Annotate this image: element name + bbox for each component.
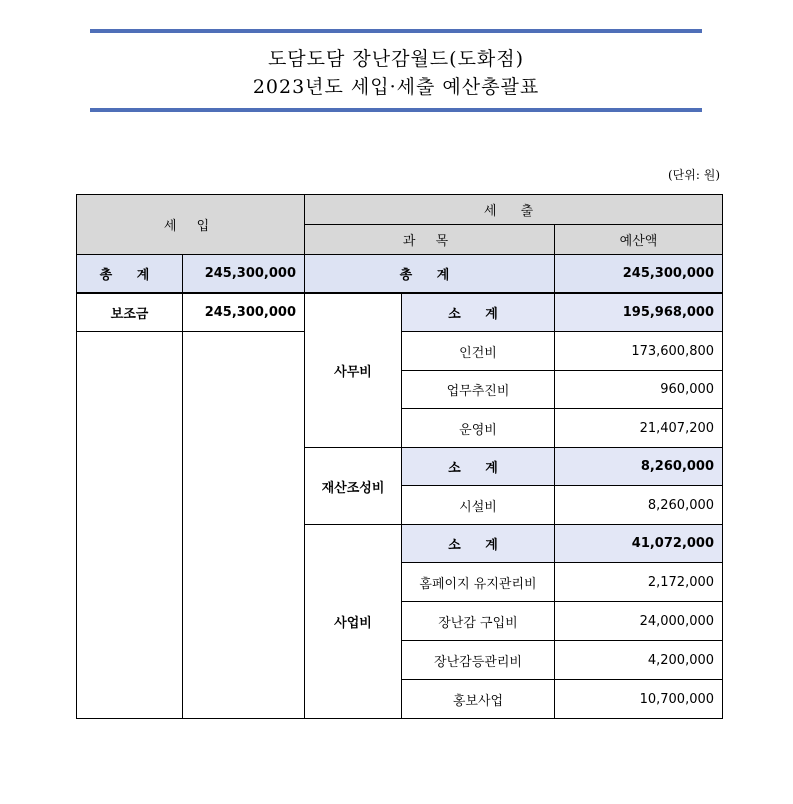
expense-group-name: 사무비 [305, 293, 402, 448]
expense-item-amount: 21,407,200 [555, 409, 723, 448]
revenue-total-label: 총 계 [77, 255, 183, 293]
table-row [77, 293, 723, 332]
revenue-empty-cell [183, 332, 305, 719]
budget-summary-table [76, 194, 723, 719]
title-top-rule [90, 29, 702, 33]
revenue-item-amount: 245,300,000 [183, 293, 305, 332]
expense-item-label: 시설비 [402, 486, 555, 525]
subtotal-label: 소 계 [402, 293, 555, 332]
header-row-1 [77, 195, 723, 225]
revenue-item-label: 보조금 [77, 293, 183, 332]
expense-item-amount: 24,000,000 [555, 602, 723, 641]
expense-item-label: 장난감 구입비 [402, 602, 555, 641]
expense-item-amount: 10,700,000 [555, 680, 723, 719]
expense-total-label: 총 계 [305, 255, 555, 293]
amount-header: 예산액 [555, 225, 723, 255]
subtotal-label: 소 계 [402, 525, 555, 563]
expense-group-name: 사업비 [305, 525, 402, 719]
unit-label: (단위: 원) [668, 168, 720, 182]
expense-item-label: 홈페이지 유지관리비 [402, 563, 555, 602]
title-bottom-rule [90, 108, 702, 112]
expense-item-label: 홍보사업 [402, 680, 555, 719]
expense-header: 세 출 [305, 195, 723, 225]
expense-item-label: 장난감등관리비 [402, 641, 555, 680]
revenue-empty-cell [77, 332, 183, 719]
expense-item-amount: 8,260,000 [555, 486, 723, 525]
item-header: 과 목 [305, 225, 555, 255]
expense-item-label: 인건비 [402, 332, 555, 371]
expense-item-amount: 4,200,000 [555, 641, 723, 680]
totals-row [77, 255, 723, 293]
expense-item-amount: 960,000 [555, 371, 723, 409]
document-title-line1: 도담도담 장난감월드(도화점) [267, 48, 525, 70]
document-title-line2: 2023년도 세입·세출 예산총괄표 [252, 76, 540, 98]
expense-item-amount: 173,600,800 [555, 332, 723, 371]
revenue-total-amount: 245,300,000 [183, 255, 305, 293]
subtotal-label: 소 계 [402, 448, 555, 486]
subtotal-amount: 195,968,000 [555, 293, 723, 332]
expense-total-amount: 245,300,000 [555, 255, 723, 293]
revenue-header: 세 입 [77, 195, 305, 255]
title-box [90, 29, 702, 113]
expense-item-amount: 2,172,000 [555, 563, 723, 602]
expense-item-label: 업무추진비 [402, 371, 555, 409]
subtotal-amount: 8,260,000 [555, 448, 723, 486]
subtotal-amount: 41,072,000 [555, 525, 723, 563]
expense-group-name: 재산조성비 [305, 448, 402, 525]
expense-item-label: 운영비 [402, 409, 555, 448]
